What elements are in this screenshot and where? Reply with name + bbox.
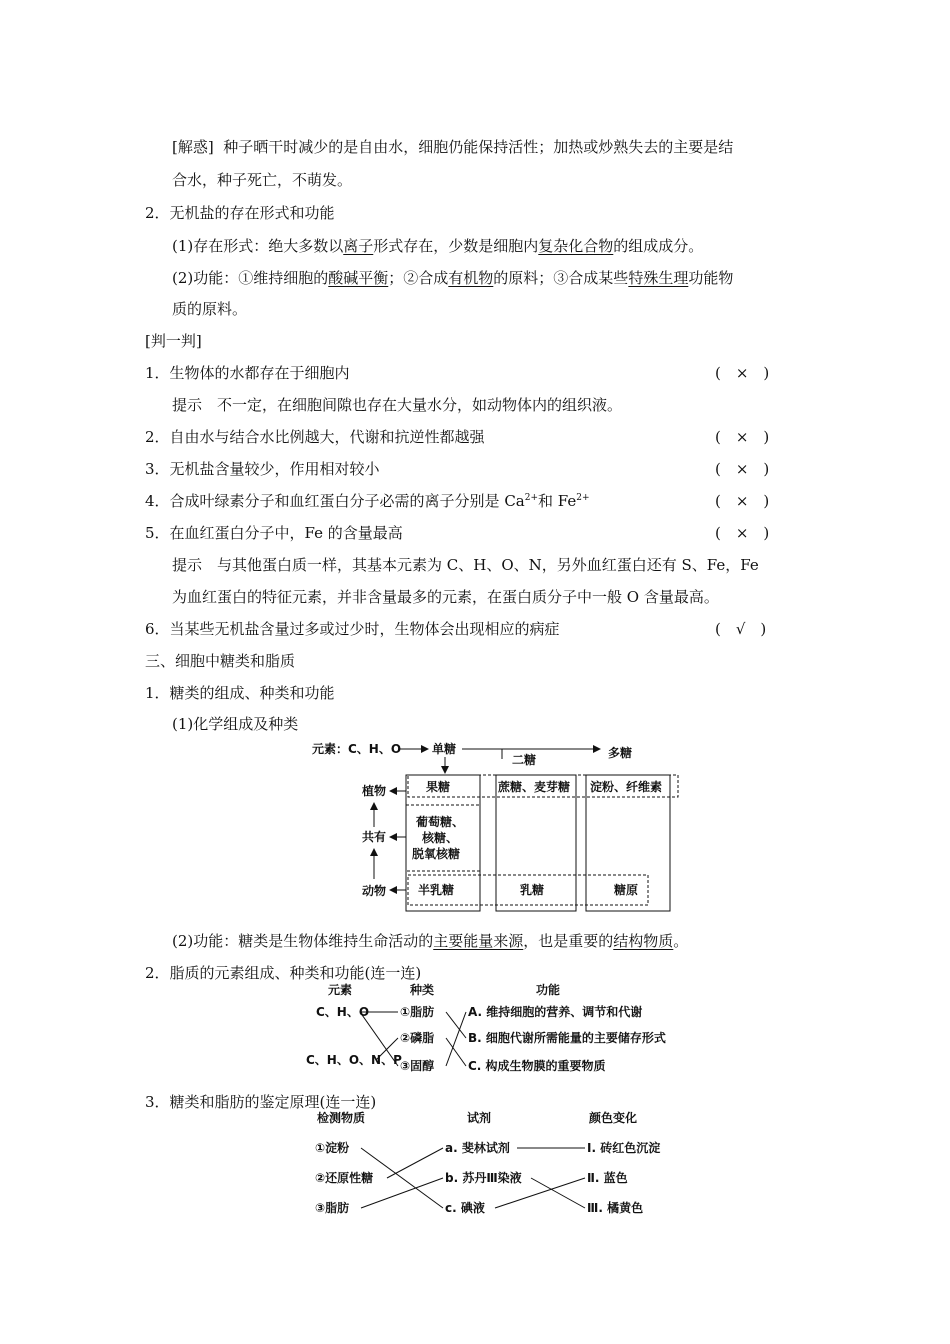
fe-charge: 2+ <box>576 493 590 503</box>
judge-item-5: 5．在血红蛋白分子中，Fe 的含量最高 <box>145 524 403 542</box>
judge-mark-6: ( √ ) <box>715 620 767 638</box>
judge-mark-2: ( × ) <box>715 428 770 446</box>
lipid-kind-phospholipid: ②磷脂 <box>400 1031 435 1045</box>
sucrose-maltose-label: 蔗糖、麦芽糖 <box>498 780 571 794</box>
color-blue: Ⅱ. 蓝色 <box>587 1171 628 1185</box>
plant-label: 植物 <box>362 784 387 798</box>
deoxyribose-label: 脱氧核糖 <box>412 847 461 861</box>
galactose-label: 半乳糖 <box>418 883 455 897</box>
judge-mark-3: ( × ) <box>715 460 770 478</box>
sugar-func-blank-2: 结构物质 <box>613 932 674 950</box>
sugar-function-line <box>172 931 688 951</box>
salt-form-blank-2: 复杂化合物 <box>538 237 614 255</box>
reagent-iodine: c. 碘液 <box>445 1201 485 1215</box>
judge-item-3: 3．无机盐含量较少，作用相对较小 <box>145 460 380 478</box>
judge-hint-1: 提示 不一定，在细胞间隙也存在大量水分，如动物体内的组织液。 <box>172 396 623 414</box>
glycogen-label: 糖原 <box>614 883 639 897</box>
reagent-sudan-iii: b. 苏丹Ⅲ染液 <box>445 1171 522 1185</box>
judge-hint-5-line-1: 提示 与其他蛋白质一样，其基本元素为 C、H、O、N，另外血红蛋白还有 S、Fe，Fe <box>172 556 759 574</box>
sugar-func-blank-1: 主要能量来源 <box>433 932 524 950</box>
reagent-fehling: a. 斐林试剂 <box>445 1141 510 1155</box>
intro-line-1 <box>172 137 733 157</box>
salt-func-prefix: (2)功能：①维持细胞的 <box>172 269 329 287</box>
sugar-func-prefix: (2)功能：糖类是生物体维持生命活动的 <box>172 932 434 950</box>
ribose-label: 核糖、 <box>422 831 459 845</box>
sugar-subheading: 1．糖类的组成、种类和功能 <box>145 684 335 702</box>
salt-form-suffix: 的组成成分。 <box>613 237 704 255</box>
judge-mark-4: ( × ) <box>715 492 770 510</box>
salt-func-blank-2: 有机物 <box>448 269 494 287</box>
judge-mark-1: ( × ) <box>715 364 770 382</box>
fructose-label: 果糖 <box>426 780 451 794</box>
salt-func-line <box>172 268 733 288</box>
lipid-kind-fat: ①脂肪 <box>400 1005 435 1019</box>
identification-matching-diagram <box>305 1108 685 1218</box>
salt-func-line-2: 质的原料。 <box>172 300 248 318</box>
salt-func-suffix: 功能物 <box>688 269 734 287</box>
substance-starch: ①淀粉 <box>315 1141 350 1155</box>
salt-heading: 2．无机盐的存在形式和功能 <box>145 204 335 222</box>
judge-item-6: 6．当某些无机盐含量过多或过少时，生物体会出现相应的病症 <box>145 620 560 638</box>
judge-hint-5-line-2: 为血红蛋白的特征元素，并非含量最多的元素，在蛋白质分子中一般 O 含量最高。 <box>172 588 719 606</box>
lipid-matching-diagram <box>300 980 700 1080</box>
sugar-elements-label: 元素：C、H、O <box>312 742 402 756</box>
sugar-func-mid: ，也是重要的 <box>523 932 614 950</box>
intro-tag: [解惑] <box>172 138 214 156</box>
intro-text-1: 种子晒干时减少的是自由水，细胞仍能保持活性；加热或炒熟失去的主要是结 <box>223 138 734 156</box>
sugar-classification-diagram <box>300 735 700 920</box>
salt-form-line <box>172 236 703 256</box>
lipid-element-cho: C、H、O <box>316 1005 370 1019</box>
polysaccharide-label: 多糖 <box>608 746 633 760</box>
identification-subheading: 3．糖类和脂肪的鉴定原理(连一连) <box>145 1093 377 1111</box>
color-brick-red: Ⅰ. 砖红色沉淀 <box>587 1141 661 1155</box>
test-header-substance: 检测物质 <box>317 1111 366 1125</box>
lactose-label: 乳糖 <box>520 883 545 897</box>
salt-func-blank-3: 特殊生理 <box>628 269 689 287</box>
intro-line-2: 合水，种子死亡，不萌发。 <box>172 171 353 189</box>
judge-item-4-prefix: 4．合成叶绿素分子和血红蛋白分子必需的离子分别是 Ca <box>145 492 525 510</box>
judge-item-1: 1．生物体的水都存在于细胞内 <box>145 364 350 382</box>
sugar-composition-heading: (1)化学组成及种类 <box>172 715 299 733</box>
glucose-label: 葡萄糖、 <box>416 815 465 829</box>
common-label: 共有 <box>362 830 387 844</box>
animal-label: 动物 <box>362 884 387 898</box>
judge-item-2: 2．自由水与结合水比例越大，代谢和抗逆性都越强 <box>145 428 485 446</box>
lipid-header-function: 功能 <box>536 983 561 997</box>
substance-fat: ③脂肪 <box>315 1201 350 1215</box>
ca-charge: 2+ <box>524 493 539 503</box>
salt-func-mid-1: ；②合成 <box>388 269 449 287</box>
disaccharide-label: 二糖 <box>512 753 537 767</box>
judge-item-4 <box>145 491 590 511</box>
color-orange-yellow: Ⅲ. 橘黄色 <box>587 1201 644 1215</box>
salt-form-mid: 形式存在，少数是细胞内 <box>373 237 539 255</box>
starch-cellulose-label: 淀粉、纤维素 <box>590 780 663 794</box>
salt-form-blank-1: 离子 <box>343 237 374 255</box>
lipid-function-a: A. 维持细胞的营养、调节和代谢 <box>468 1005 643 1019</box>
section-3-heading: 三、细胞中糖类和脂质 <box>145 652 296 670</box>
judge-item-4-mid: 和 Fe <box>538 492 577 510</box>
judge-heading: [判一判] <box>145 332 202 350</box>
test-header-color: 颜色变化 <box>589 1111 638 1125</box>
lipid-header-kind: 种类 <box>410 983 435 997</box>
judge-mark-5: ( × ) <box>715 524 770 542</box>
sugar-func-suffix: 。 <box>673 932 689 950</box>
test-header-reagent: 试剂 <box>467 1111 492 1125</box>
lipid-header-element: 元素 <box>328 983 353 997</box>
monosaccharide-label: 单糖 <box>432 742 457 756</box>
lipid-kind-sterol: ③固醇 <box>400 1059 435 1073</box>
salt-form-prefix: (1)存在形式：绝大多数以 <box>172 237 344 255</box>
salt-func-mid-2: 的原料；③合成某些 <box>493 269 629 287</box>
lipid-function-b: B. 细胞代谢所需能量的主要储存形式 <box>468 1031 666 1045</box>
salt-func-blank-1: 酸碱平衡 <box>328 269 389 287</box>
substance-reducing-sugar: ②还原性糖 <box>315 1171 374 1185</box>
lipid-subheading: 2．脂质的元素组成、种类和功能(连一连) <box>145 964 422 982</box>
lipid-element-chonp: C、H、O、N、P <box>306 1053 402 1067</box>
lipid-function-c: C. 构成生物膜的重要物质 <box>468 1059 606 1073</box>
